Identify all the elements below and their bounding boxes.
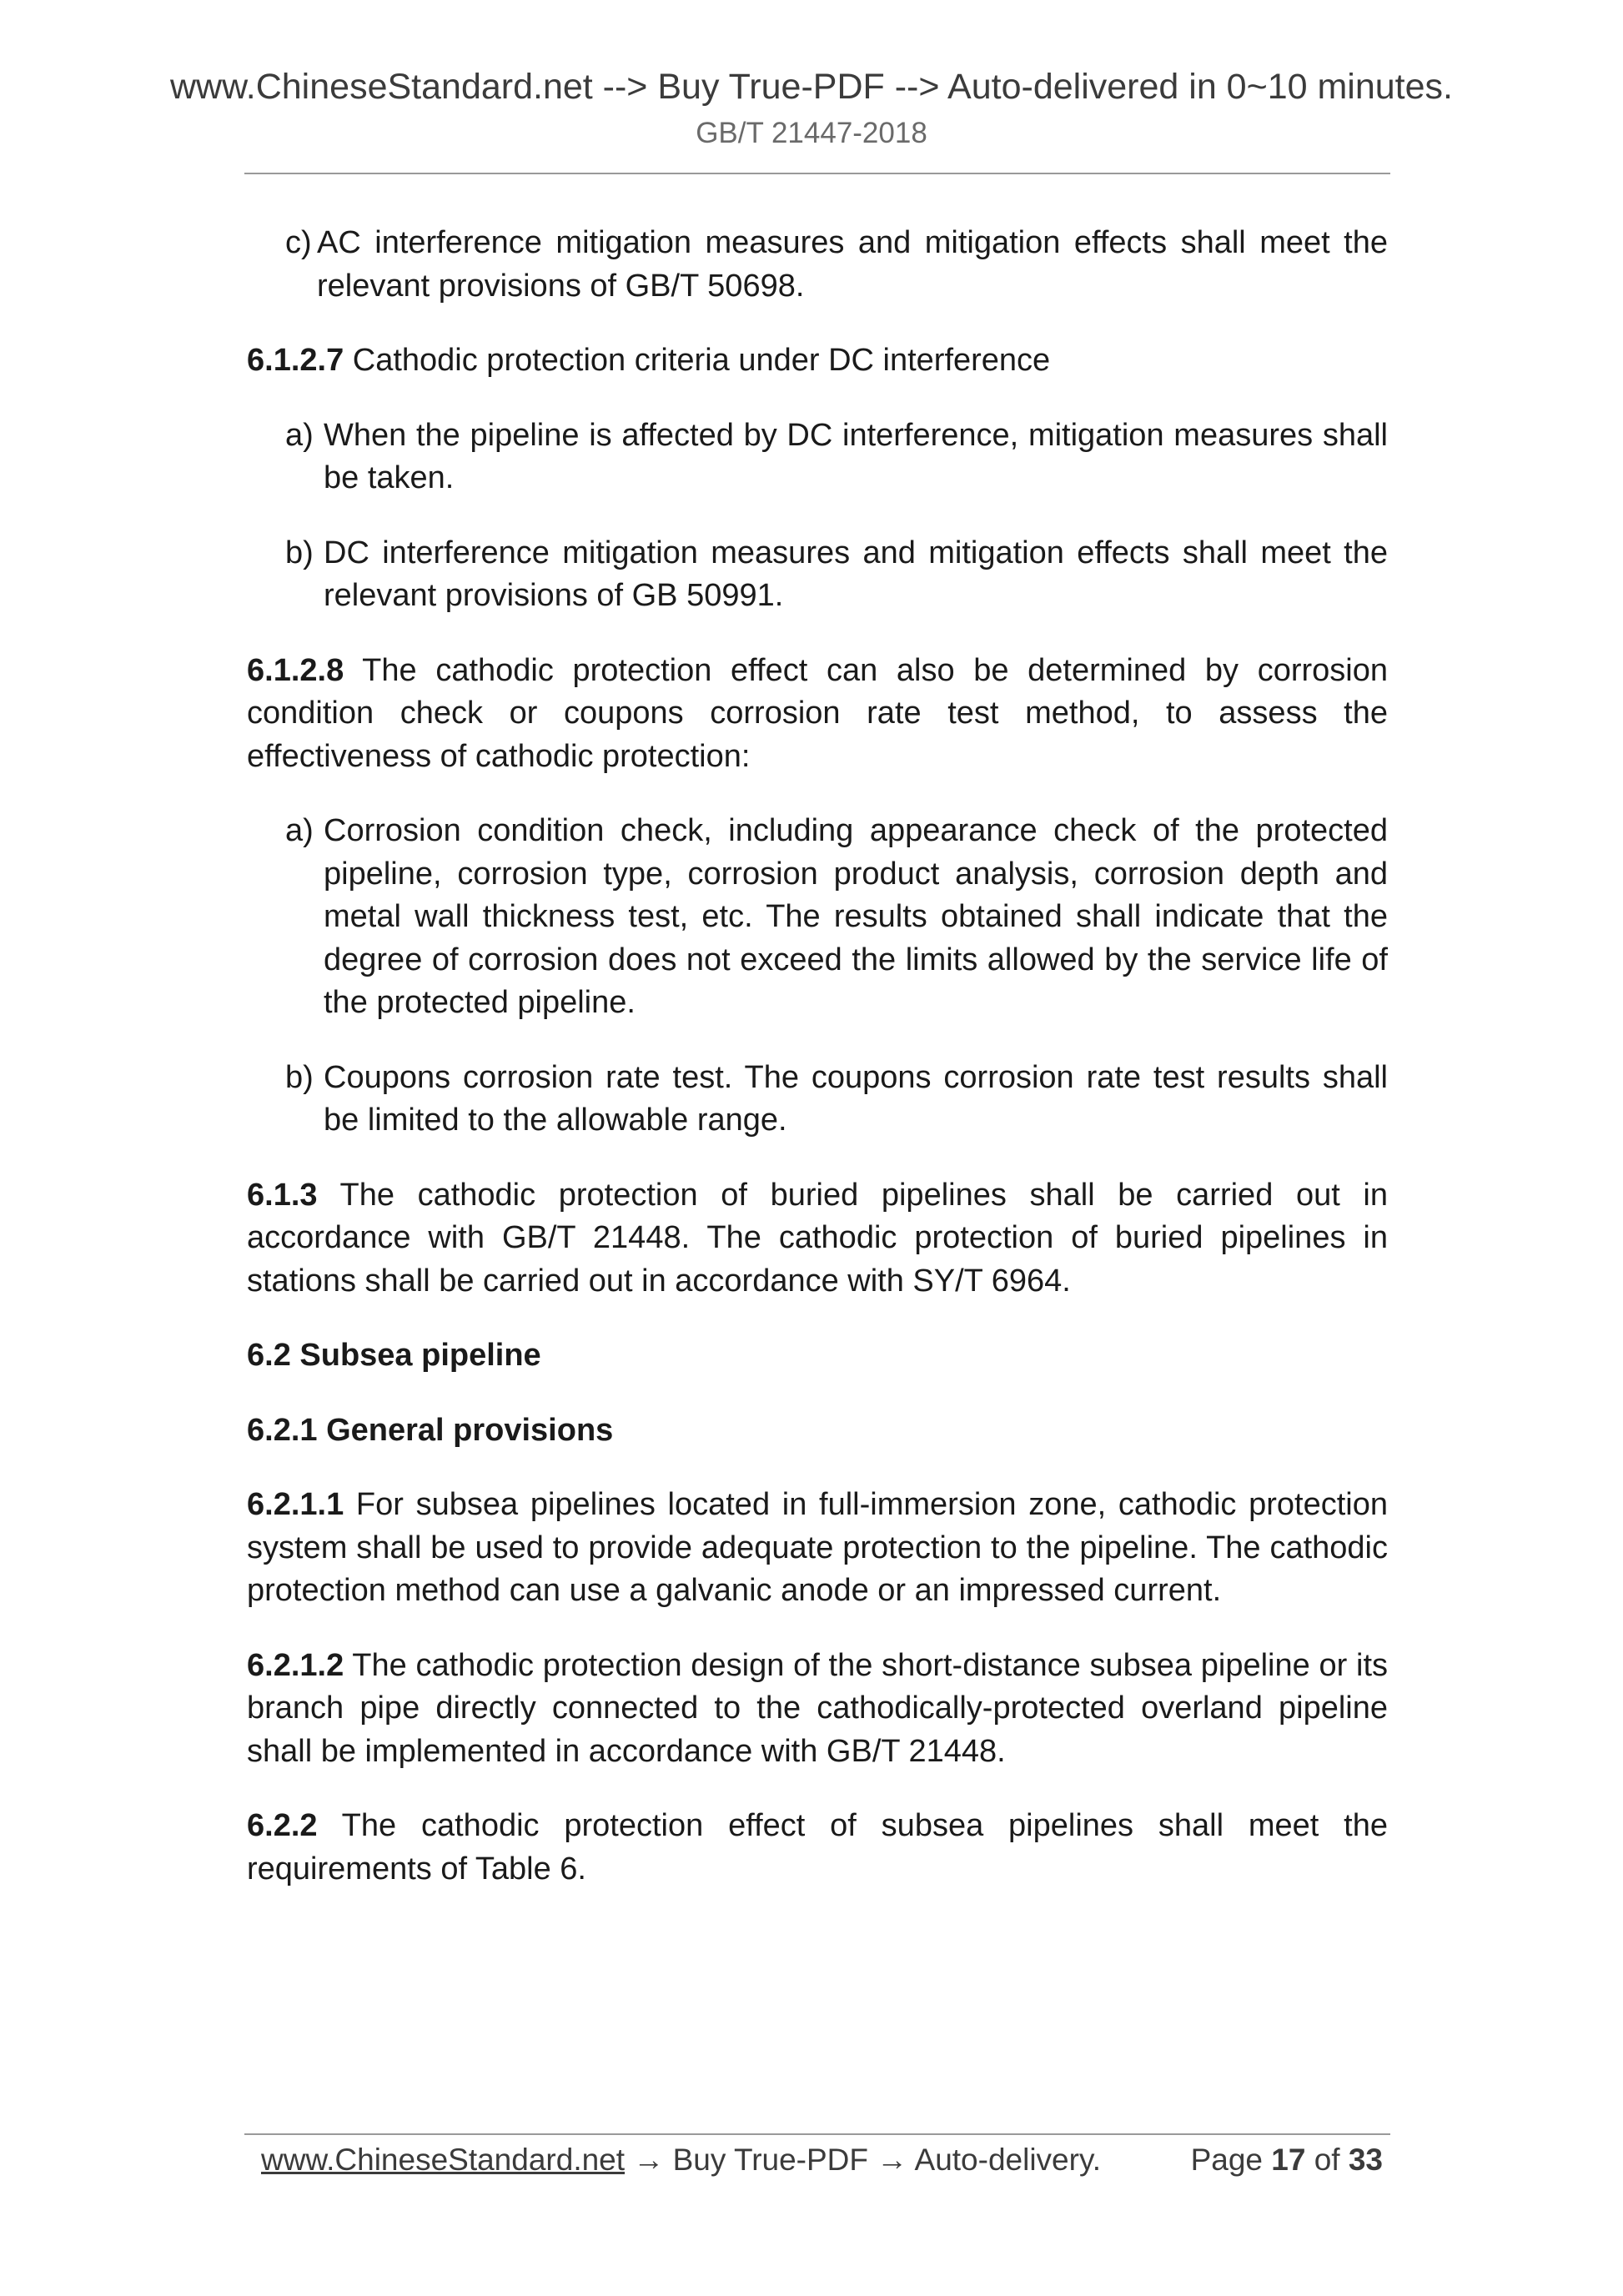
clause-number: 6.2.1.1 [247,1487,344,1522]
clause-number: 6.2.2 [247,1808,318,1843]
list-marker: c) [285,225,312,260]
header-divider [244,173,1390,174]
list-marker: a) [285,417,314,453]
list-marker: b) [285,535,314,570]
list-item-text: AC interference mitigation measures and mitigation effects shall meet the relevant provisions of GB/T 50698. [317,225,1388,304]
clause-number: 6.1.2.8 [247,652,344,688]
document-body [247,222,1388,1922]
footer-divider [244,2133,1390,2135]
list-item-6-1-2-8-b [247,1057,1388,1143]
clause-number: 6.1.2.7 [247,343,344,378]
clause-6-2-1-2 [247,1645,1388,1774]
page-header [0,65,1623,155]
list-item-6-1-2-7-b [247,532,1388,618]
footer-website-link[interactable]: www.ChineseStandard.net [261,2143,626,2177]
clause-text: The cathodic protection effect of subsea pipelines shall meet the requirements of Table 6. [247,1808,1388,1887]
list-item-text: Corrosion condition check, including appearance check of the protected pipeline, corrosion type, corrosion product analysis, corrosion depth and metal wall thickness test, etc. The results obtained shall indicate that the degree of corrosion does not exceed the limits allowed by the service life of the protected pipeline. [324,813,1388,1020]
clause-6-1-2-7 [247,339,1388,383]
clause-6-2-1-1 [247,1484,1388,1613]
page-label: Page [1190,2143,1272,2177]
current-page-number: 17 [1271,2143,1306,2177]
list-item-c [247,222,1388,308]
clause-6-2-2 [247,1805,1388,1891]
of-label: of [1305,2143,1349,2177]
list-item-6-1-2-7-a [247,414,1388,500]
list-item-text: DC interference mitigation measures and mitigation effects shall meet the relevant provisions of GB 50991. [324,535,1388,613]
clause-text: The cathodic protection effect can also be determined by corrosion condition check or coupons corrosion rate test method, to assess the effectiveness of cathodic protection: [247,652,1388,774]
clause-text: The cathodic protection design of the short-distance subsea pipeline or its branch pipe directly connected to the cathodically-protected overland pipeline shall be implemented in accordance with GB/T 21448. [247,1647,1388,1769]
section-heading-6-2: 6.2 Subsea pipeline [247,1338,541,1373]
list-marker: a) [285,813,314,848]
clause-text: The cathodic protection of buried pipelines shall be carried out in accordance with GB/T 21448. The cathodic protection of buried pipelines in stations shall be carried out in accordance with SY/T 6964. [247,1177,1388,1299]
list-item-6-1-2-8-a [247,810,1388,1025]
clause-number: 6.1.3 [247,1177,318,1213]
standard-number: GB/T 21447-2018 [696,117,927,149]
page-footer [261,2137,1383,2183]
list-item-text: When the pipeline is affected by DC interference, mitigation measures shall be taken. [324,417,1388,495]
clause-6-1-2-8 [247,650,1388,779]
header-banner: www.ChineseStandard.net --> Buy True-PDF --> Auto-delivered in 0~10 minutes. [169,67,1453,107]
list-item-text: Coupons corrosion rate test. The coupons corrosion rate test results shall be limited to the allowable range. [324,1059,1388,1138]
clause-6-1-3 [247,1174,1388,1304]
list-marker: b) [285,1059,314,1095]
page-indicator [1191,2137,1383,2183]
clause-text: For subsea pipelines located in full-immersion zone, cathodic protection system shall be used to provide adequate protection to the pipeline. The cathodic protection method can use a galvanic anode or an impressed current. [247,1487,1388,1608]
clause-text: Cathodic protection criteria under DC interference [344,343,1051,378]
total-page-count: 33 [1348,2143,1383,2177]
section-heading-6-2-1: 6.2.1 General provisions [247,1412,614,1448]
footer-tagline: → Buy True-PDF → Auto-delivery. [625,2143,1101,2177]
clause-number: 6.2.1.2 [247,1647,344,1683]
